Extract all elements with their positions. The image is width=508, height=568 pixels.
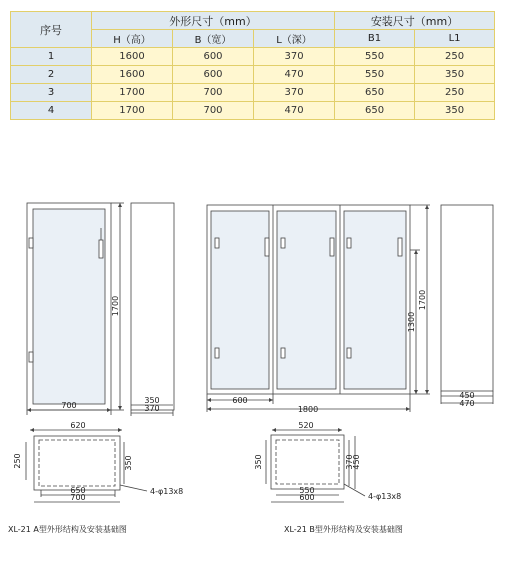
type-b-base-top-label: 520: [298, 421, 314, 430]
row-index: 2: [11, 66, 92, 84]
hinge-icon: [215, 348, 219, 358]
type-b-bay-width-label: 600: [232, 396, 248, 405]
header-index: 序号: [11, 12, 92, 48]
door-handle-icon: [265, 238, 269, 256]
hinge-icon: [281, 348, 285, 358]
cell-l1: 250: [415, 84, 495, 102]
hinge-icon: [281, 238, 285, 248]
type-b-base-b2-label: 600: [299, 493, 315, 502]
hinge-icon: [29, 352, 33, 362]
door-handle-icon: [99, 240, 103, 258]
type-a-base-right-label: 350: [124, 455, 133, 471]
type-a-base-top-label: 620: [70, 421, 86, 430]
type-a-height-label: 1700: [111, 295, 120, 317]
subheader-l: L（深）: [254, 30, 335, 48]
type-b-side-view: [441, 205, 493, 404]
type-b-base-left-label: 350: [254, 454, 263, 470]
cell-b: 600: [173, 66, 254, 84]
type-b-inner-height-label: 1300: [407, 311, 416, 333]
type-b-height-label: 1700: [418, 289, 427, 311]
cell-b1: 550: [335, 48, 415, 66]
type-b-holes-label: 4-φ13x8: [368, 492, 402, 501]
door-handle-icon: [330, 238, 334, 256]
cell-h: 1700: [92, 84, 173, 102]
cell-b: 700: [173, 102, 254, 120]
hinge-icon: [347, 348, 351, 358]
type-b-base-r1-label: 370: [345, 454, 354, 470]
row-index: 4: [11, 102, 92, 120]
cell-b1: 650: [335, 102, 415, 120]
door-handle-icon: [398, 238, 402, 256]
header-install-size: 安装尺寸（mm）: [335, 12, 495, 30]
cell-l: 370: [254, 48, 335, 66]
cell-l1: 250: [415, 48, 495, 66]
type-a-holes-label: 4-φ13x8: [150, 487, 184, 496]
hinge-icon: [215, 238, 219, 248]
type-a-base-b1-label: 650: [70, 486, 86, 495]
cell-l: 470: [254, 66, 335, 84]
cell-l1: 350: [415, 102, 495, 120]
type-a-depth2-label: 370: [144, 404, 160, 413]
hinge-icon: [347, 238, 351, 248]
type-a-depth1-label: 350: [144, 396, 160, 405]
type-a-width-dim: [27, 410, 111, 415]
cell-b1: 550: [335, 66, 415, 84]
cell-b: 600: [173, 48, 254, 66]
type-a-base-left-label: 250: [13, 453, 22, 469]
cell-b1: 650: [335, 84, 415, 102]
cell-l: 470: [254, 102, 335, 120]
type-a-width-label: 700: [61, 401, 77, 410]
subheader-b: B（宽）: [173, 30, 254, 48]
type-b-depth2-label: 470: [459, 399, 475, 408]
subheader-h: H（高）: [92, 30, 173, 48]
header-outer-size: 外形尺寸（mm）: [92, 12, 335, 30]
cell-h: 1700: [92, 102, 173, 120]
cell-h: 1600: [92, 48, 173, 66]
cell-l1: 350: [415, 66, 495, 84]
type-a-caption: XL-21 A型外形结构及安装基础图: [8, 525, 127, 534]
type-b-base-r2-label: 450: [352, 454, 361, 470]
type-b-caption: XL-21 B型外形结构及安装基础图: [284, 525, 403, 534]
type-b-front-view: [207, 205, 410, 394]
type-b-depth1-label: 450: [459, 391, 475, 400]
type-a-front-view: [27, 203, 111, 410]
type-b-total-width-label: 1800: [297, 405, 319, 414]
hinge-icon: [29, 238, 33, 248]
cell-l: 370: [254, 84, 335, 102]
row-index: 3: [11, 84, 92, 102]
cell-h: 1600: [92, 66, 173, 84]
subheader-b1: B1: [335, 30, 415, 48]
row-index: 1: [11, 48, 92, 66]
type-a-base-b2-label: 700: [70, 493, 86, 502]
type-b-base-b1-label: 550: [299, 486, 315, 495]
subheader-l1: L1: [415, 30, 495, 48]
cell-b: 700: [173, 84, 254, 102]
